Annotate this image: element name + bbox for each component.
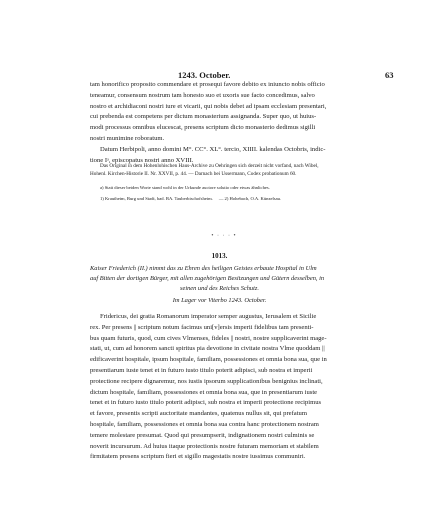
- text-line: edificaverint hospitale, ipsum hospitale, familiam, possessiones et omnia bona sua, que in: [90, 356, 327, 364]
- footnote-1: 1) Krautheim, Burg und Stadt, bad. BA. Tauberbischofsheim.: [100, 196, 213, 201]
- page-number: 63: [385, 70, 394, 80]
- text-line: stati, ut, cum ad honorem sancti spiritus pia devotione in civitate nostra Vlme quoddam ||: [90, 345, 325, 353]
- text-line: firmitatem presens scriptum fieri et sigillo magestatis nostre iussimus communiri.: [90, 453, 306, 461]
- text-line: teneamur, consensum nostrum tam honesto suo et uxoris sue facto concedimus, salvo: [90, 91, 315, 99]
- header-date: 1243. October.: [178, 70, 231, 80]
- section-separator: • · · · •: [211, 233, 237, 239]
- regest: [90, 264, 393, 294]
- text-line: cui prebenda est competens per dictum monasterium assignanda. Super quo, ut huius-: [90, 113, 317, 121]
- text-line: bus quam futuris, quod, cum cives Vlmenses, fideles || nostri, nostre supplicaverint mage-: [90, 334, 327, 342]
- text-line: et favore, presentis scripti auctoritate mandantes, quatenus nullus sit, qui prefatum: [90, 410, 307, 418]
- text-line: rex. Per presens || scriptum notum facimus uni[v]ersis imperii fidelibus tam presenti-: [90, 323, 314, 331]
- datum-line: tione Iᵃ, episcopatus nostri anno XVIII.: [90, 156, 194, 164]
- text-line: tenet et in futuro iusto titulo poterit adipisci, sub nostra et imperii protectione recipimus: [90, 399, 322, 407]
- text-line: hospitale, familiam, possessiones et omnia bona sua contra hanc protectionem nostram: [90, 420, 319, 428]
- text-line: protectione recipere dignaremur, nos iustis ipsorum supplicationibus benignius inclinati,: [90, 377, 323, 385]
- regest-line: seinen und des Reiches Schutz.: [180, 285, 259, 292]
- text-line: nostro et archidiaconi nostri iure et vicarii, qui nobis debet ad ipsam ecclesiam presentari,: [90, 102, 327, 110]
- datum-line: Datum Herbipoli, anno domini M°. CC°. XL°. tercio, XIIII. kalendas Octobris, indic-: [100, 145, 326, 153]
- regest-line: Kaiser Friederich (II.) nimmt das zu Ehren des heiligen Geistes erbaute Hospital in Ulm: [90, 265, 317, 272]
- text-line: nostri munimine roboratum.: [90, 134, 165, 142]
- continuation-text: [90, 80, 393, 166]
- document-number: 1013.: [211, 252, 228, 260]
- text-line: modi processus omnibus elucescat, presens scriptum dicto monasterio dedimus sigilli: [90, 124, 316, 132]
- text-line: Fridericus, dei gratia Romanorum imperator semper augustus, Ierusalem et Sicilie: [100, 313, 317, 320]
- footnote-a: a) Statt dieser beiden Worte stand wohl in der Urkunde auctore solutio oder etwas ähnliches.: [100, 185, 270, 190]
- source-note: [90, 162, 393, 178]
- source-line: Hohenl. Kirchen-Historie II. Nr. XXVII, p. 44. — Darnach bei Ussermann, Codex probationum 60.: [90, 171, 297, 177]
- text-line: noverit incursurum. Ad huius itaque protectionis nostre futuram memoriam et stabilem: [90, 442, 319, 450]
- footnotes: [90, 184, 393, 203]
- regest-line: auf Bitten der dortigen Bürger, mit allen zugehörigen Besitzungen und Gütern desselben, in: [90, 275, 325, 282]
- charter-text: [90, 312, 393, 463]
- source-line: Das Original in dem Hohenlohischen Haus-Archive zu Oehringen sich derzeit nicht vorfand, nach Wibel,: [100, 163, 319, 169]
- place-date: Im Lager vor Viterbo 1243. October.: [172, 297, 267, 304]
- text-line: dictum hospitale, familiam, possessiones et omnia bona sua, que in presentiarum iuste: [90, 388, 318, 396]
- text-line: presentiarum iuste tenet et in futuro iusto titulo poterit adipisci, sub nostra et imperii: [90, 366, 313, 374]
- text-line: tam honorifico proposito commendare et prosequi favore debito ex iniuncto nobis officio: [90, 81, 325, 88]
- text-line: temere molestare presumat. Quod qui presumpserit, indignationem nostri culminis se: [90, 431, 315, 439]
- footnote-2: — 2) Hohebach, O.A. Künzelsau.: [218, 196, 282, 201]
